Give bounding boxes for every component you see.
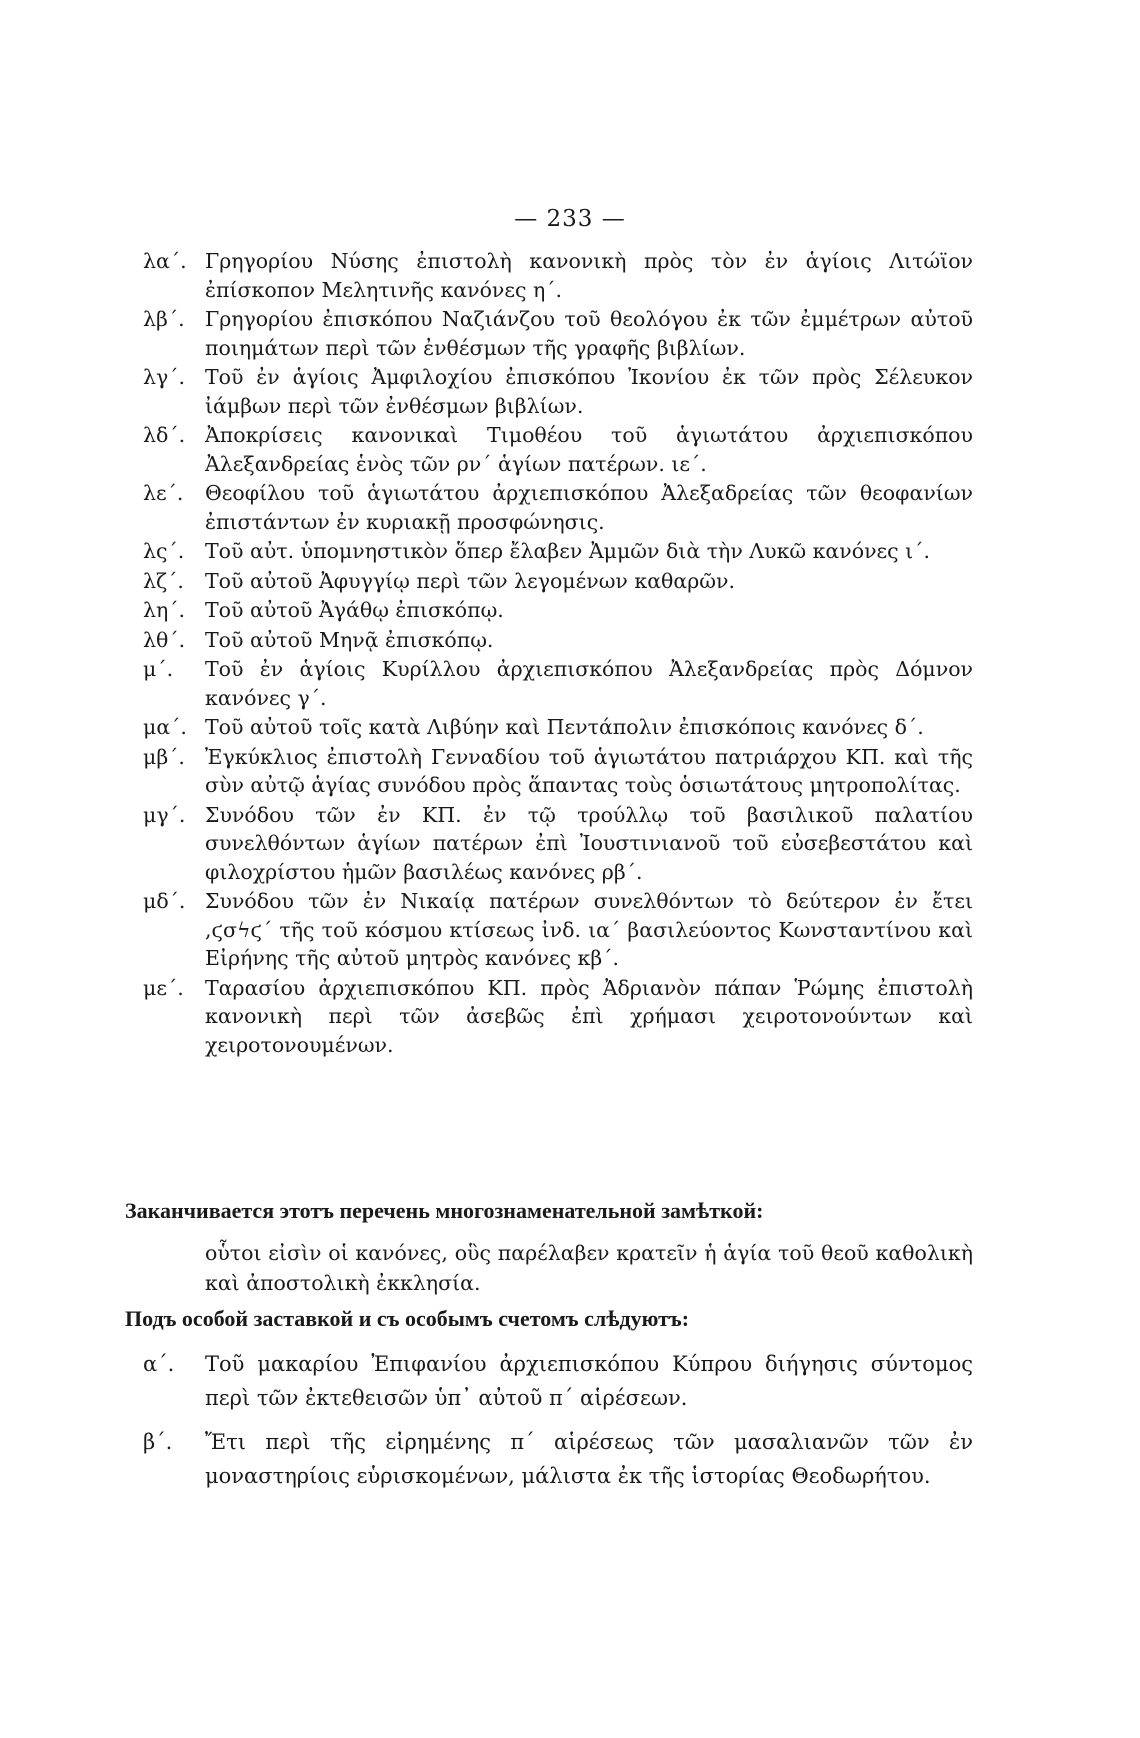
item-text: Τοῦ μακαρίου Ἐπιφανίου ἀρχιεπισκόπου Κύπρου διήγησις σύντομος περὶ τῶν ἐκτεθεισῶν ὑπ᾽ αὐτοῦ π΄ αἱρέσεων. [205,1352,973,1410]
item-number: α΄. [143,1352,175,1376]
item-text: Ἔτι περὶ τῆς εἰρημένης π΄ αἱρέσεως τῶν μασαλιανῶν τῶν ἐν μοναστηρίοις εὑρισκομένων, μάλιστα ἐκ τῆς ἱστορίας Θεοδωρήτου. [205,1430,973,1488]
item-text: Ταρασίου ἀρχιεπισκόπου ΚΠ. πρὸς Ἀδριανὸν πάπαν Ῥώμης ἐπιστολὴ κανονικὴ περὶ τῶν ἀσεβῶς ἐπὶ χρήμασι χειροτονούντων καὶ χειροτονουμένων. [205,975,973,1057]
item-number: με΄. [143,975,184,1000]
list-item [143,305,973,362]
item-text: Θεοφίλου τοῦ ἁγιωτάτου ἀρχιεπισκόπου Ἀλεξαδρείας τῶν θεοφανίων ἐπιστάντων ἐν κυριακῇ προσφώνησις. [205,481,973,534]
item-text: Τοῦ ἐν ἁγίοις Ἀμφιλοχίου ἐπισκόπου Ἰκονίου ἐκ τῶν πρὸς Σέλευκον ἰάμβων περὶ τῶν ἐνθέσμων βιβλίων. [205,365,973,418]
item-number: λγ΄. [143,365,186,389]
item-number: λα΄. [143,249,187,273]
list-item [143,596,973,625]
list-item [143,363,973,420]
list-item [143,479,973,536]
item-number: μα΄. [143,715,187,739]
item-number: λθ΄. [143,627,186,652]
list-item [143,247,973,304]
item-text: Συνόδου τῶν ἐν Νικαίᾳ πατέρων συνελθόντων τὸ δεύτερον ἐν ἔτει ,ϛσϟϛ΄ τῆς τοῦ κόσμου κτίσεως ἰνδ. ια΄ βασιλεύοντος Κωνσταντίνου καὶ Εἰρήνης τῆς αὐτοῦ μητρὸς κανόνες κβ΄. [205,889,973,970]
item-text: Ἀποκρίσεις κανονικαὶ Τιμοθέου τοῦ ἁγιωτάτου ἀρχιεπισκόπου Ἀλεξανδρείας ἑνὸς τῶν ρν΄ ἁγίων πατέρων. ιε΄. [205,423,973,476]
list-item [143,801,973,887]
canon-list [143,247,973,1060]
item-text: Τοῦ ἐν ἁγίοις Κυρίλλου ἀρχιεπισκόπου Ἀλεξανδρείας πρὸς Δόμνον κανόνες γ΄. [205,657,973,710]
item-text: Ἐγκύκλιος ἐπιστολὴ Γενναδίου τοῦ ἁγιωτάτου πατριάρχου ΚΠ. καὶ τῆς σὺν αὐτῷ ἁγίας συνόδου πρὸς ἅπαντας τοὺς ὁσιωτάτους μητροπολίτας. [205,744,973,797]
item-text: Τοῦ αὐτοῦ Ἀφυγγίῳ περὶ τῶν λεγομένων καθαρῶν. [205,568,735,593]
sub-list [143,1347,973,1503]
list-item [143,743,973,800]
russian-note-2: Подъ особой заставкой и съ особымъ счетомъ слѣдуютъ: [125,1306,690,1331]
item-text: Τοῦ αὐτοῦ Μηνᾷ ἐπισκόπῳ. [205,627,494,652]
item-text: Γρηγορίου Νύσης ἐπιστολὴ κανονικὴ πρὸς τὸν ἐν ἁγίοις Λιτώϊον ἐπίσκοπον Μελητινῆς κανόνες η΄. [205,249,973,302]
greek-quote: οὗτοι εἰσὶν οἱ κανόνες, οὓς παρέλαβεν κρατεῖν ἡ ἁγία τοῦ θεοῦ καθολικὴ καὶ ἀποστολικὴ ἐκκλησία. [205,1241,973,1295]
item-text: Γρηγορίου ἐπισκόπου Ναζιάνζου τοῦ θεολόγου ἐκ τῶν ἐμμέτρων αὐτοῦ ποιημάτων περὶ τῶν ἐνθέσμων τῆς γραφῆς βιβλίων. [205,307,973,360]
list-item [143,537,973,566]
item-number: β΄. [143,1430,173,1454]
page-number: — 233 — [514,206,626,232]
item-number: λε΄. [143,481,184,505]
list-item [143,567,973,596]
list-item [143,974,973,1060]
item-number: λδ΄. [143,423,186,447]
item-number: λβ΄. [143,307,185,331]
list-item [143,1425,973,1493]
list-item [143,887,973,973]
item-text: Συνόδου τῶν ἐν ΚΠ. ἐν τῷ τρούλλῳ τοῦ βασιλικοῦ παλατίου συνελθόντων ἁγίων πατέρων ἐπὶ Ἰουστινιανοῦ τοῦ εὐσεβεστάτου καὶ φιλοχρίστου ἡμῶν βασιλέως κανόνες ρβ΄. [205,802,973,884]
list-item [143,713,973,742]
item-text: Τοῦ αὐτ. ὑπομνηστικὸν ὅπερ ἔλαβεν Ἀμμῶν διὰ τὴν Λυκῶ κανόνες ι΄. [205,539,930,563]
list-item [143,626,973,655]
item-number: μγ΄. [143,802,186,827]
item-number: μ΄. [143,657,174,681]
item-number: λη΄. [143,598,186,622]
item-text: Τοῦ αὐτοῦ τοῖς κατὰ Λιβύην καὶ Πεντάπολιν ἐπισκόποις κανόνες δ΄. [205,715,924,739]
item-number: μδ΄. [143,889,186,913]
list-item [143,421,973,478]
item-text: Τοῦ αὐτοῦ Ἀγάθῳ ἐπισκόπῳ. [205,598,504,622]
item-number: λς΄. [143,539,185,563]
list-item [143,655,973,712]
list-item [143,1347,973,1415]
russian-note-1: Заканчивается этотъ перечень многознаменательной замѣткой: [125,1198,764,1223]
item-number: μβ΄. [143,744,185,769]
item-number: λζ΄. [143,568,184,593]
